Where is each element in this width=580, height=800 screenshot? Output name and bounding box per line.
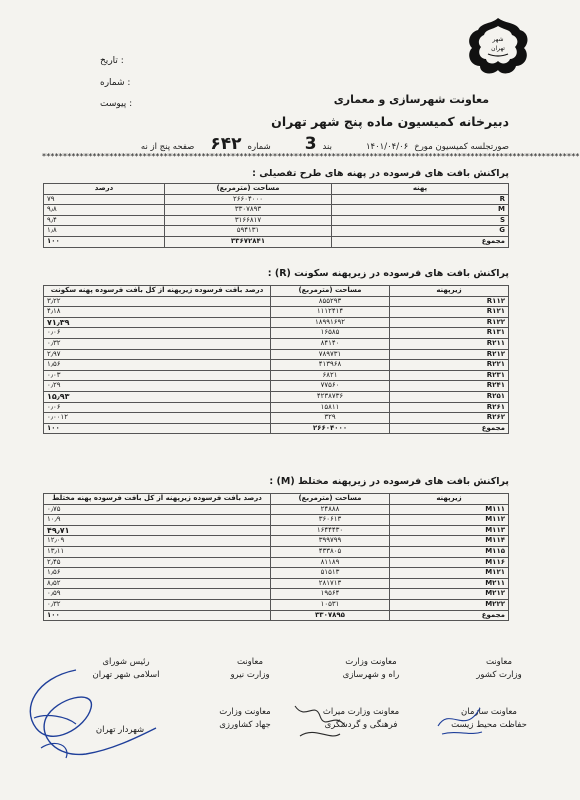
number-label-ref: شماره (247, 142, 271, 152)
table-row: M۱۲۱ ۵۱۵۱۳ ۱٫۵۶ (44, 568, 509, 579)
table1-title: پراکنش بافت های فرسوده در پهنه های طرح تفصیلی : (252, 168, 509, 179)
table-row: R۲۶۲ ۳۲۹ ۰٫۰۰۱۲ (44, 413, 509, 424)
tehran-municipality-logo (462, 14, 534, 80)
table-row: R۲۶۱ ۱۵۸۱۱ ۰٫۰۶ (44, 402, 509, 413)
signature-environment-org: معاونت سازمان حفاظت محیط زیست (451, 707, 527, 730)
table-row: R۱۳۱ ۱۶۵۸۵ ۰٫۰۶ (44, 328, 509, 339)
table-row: G ۵۹۴۱۳۱ ۱٫۸ (44, 226, 509, 237)
table-row: R۲۱۱ ۸۴۱۴۰ ۰٫۳۲ (44, 338, 509, 349)
table-row: M۲۱۱ ۲۸۱۷۱۳ ۸٫۵۲ (44, 578, 509, 589)
office-title: معاونت شهرسازی و معماری (333, 93, 489, 106)
table-row: M۲۲۲ ۱۰۵۳۱ ۰٫۳۲ (44, 599, 509, 610)
zone-table (43, 183, 509, 248)
date-label: تاریخ : (100, 56, 124, 66)
table-row: R۱۱۲ ۸۵۵۲۹۳ ۳٫۲۲ (44, 296, 509, 307)
table-row: M۱۱۱ ۲۴۸۸۸ ۰٫۷۵ (44, 504, 509, 515)
table-row: S ۳۱۶۶۸۱۷ ۹٫۴ (44, 215, 509, 226)
signature-city-council: رئیس شورای اسلامی شهر تهران (92, 657, 160, 680)
table-row: M۱۱۵ ۴۳۳۸۰۵ ۱۳٫۱۱ (44, 546, 509, 557)
table-row: R۲۳۱ ۶۸۲۱ ۰٫۰۳ (44, 370, 509, 381)
clause-label: بند (322, 142, 332, 152)
col-subzone: زیرپهنه (390, 494, 509, 505)
table2-title: پراکنش بافت های فرسوده در زیرپهنه سکونت (R) : (267, 268, 509, 279)
table-row: M۲۱۲ ۱۹۵۶۴ ۰٫۵۹ (44, 589, 509, 600)
signature-mayor: شهردار تهران (95, 725, 145, 735)
clause-value: 3 (304, 134, 317, 154)
number-label: شماره : (100, 78, 131, 88)
col-area: مساحت (مترمربع) (271, 494, 390, 505)
signature-energy-ministry: معاونت وزارت نیرو (230, 657, 270, 680)
total-row: مجموع ۳۳۰۷۸۹۵ ۱۰۰ (44, 610, 509, 621)
handwritten-signature-icon (290, 696, 350, 746)
signature-heritage-ministry: معاونت وزارت میراث فرهنگی و گردشگری (322, 707, 400, 730)
table-row: R۲۵۱ ۴۲۳۸۷۳۶ ۱۵٫۹۳ (44, 391, 509, 402)
minutes-date: ۱۴۰۱/۰۴/۰۶ (365, 142, 409, 152)
secretariat-title: دبیرخانه کمیسیون ماده پنج شهر تهران (271, 114, 509, 129)
handwritten-signature-icon (16, 658, 166, 768)
handwritten-signature-icon (430, 696, 490, 742)
star-divider: ******************************************************************************************************************************** (42, 152, 580, 161)
number-value: ۶۴۲ (210, 134, 242, 154)
mixed-subzone-table (43, 493, 509, 621)
table-row: R۲۲۱ ۴۱۳۹۶۸ ۱٫۵۶ (44, 360, 509, 371)
signature-interior-ministry: معاونت وزارت کشور (476, 657, 522, 680)
col-area: مساحت (مترمربع) (271, 286, 390, 297)
svg-text:ﺷﻬﺮ: ﺷﻬﺮ (492, 36, 504, 43)
col-zone: پهنه (332, 184, 509, 195)
table-row: M۱۱۴ ۳۹۹۷۹۹ ۱۲٫۰۹ (44, 536, 509, 547)
col-percent: درصد بافت فرسوده زیرپهنه از کل بافت فرسوده پهنه مختلط (44, 494, 271, 505)
col-area: مساحت (مترمربع) (165, 184, 332, 195)
col-percent: درصد (44, 184, 165, 195)
svg-text:ﺗﻬﺮان: ﺗﻬﺮان (491, 45, 505, 52)
table-row: M۱۱۳ ۱۶۴۴۴۳۰ ۴۹٫۷۱ (44, 525, 509, 536)
table-row: R۱۲۲ ۱۸۹۹۱۶۹۲ ۷۱٫۳۹ (44, 317, 509, 328)
residential-subzone-table (43, 285, 509, 434)
table-row: M ۳۳۰۷۸۹۳ ۹٫۸ (44, 205, 509, 216)
signature-agriculture-ministry: معاونت وزارت جهاد کشاورزی (219, 707, 271, 730)
signature-roads-ministry: معاونت وزارت راه و شهرسازی (342, 657, 400, 680)
table-row: R۱۲۱ ۱۱۱۲۴۱۴ ۴٫۱۸ (44, 307, 509, 318)
total-row: مجموع ۲۶۶۰۴۰۰۰ ۱۰۰ (44, 423, 509, 434)
table-row: R۲۱۲ ۷۸۹۷۳۱ ۲٫۹۷ (44, 349, 509, 360)
table3-title: پراکنش بافت های فرسوده در زیرپهنه مختلط (M) : (269, 476, 509, 487)
attachment-label: پیوست : (100, 99, 133, 109)
minutes-label: صورتجلسه کمیسیون مورخ (414, 142, 509, 152)
table-row: R ۲۶۶۰۴۰۰۰ ۷۹ (44, 194, 509, 205)
col-percent: درصد بافت فرسوده زیرپهنه از کل بافت فرسوده پهنه سکونت (44, 286, 271, 297)
table-row: M۱۱۲ ۳۶۰۶۱۳ ۱۰٫۹ (44, 515, 509, 526)
table-row: R۲۴۱ ۷۷۵۶۰ ۰٫۲۹ (44, 381, 509, 392)
table-row: M۱۱۶ ۸۱۱۸۹ ۲٫۴۵ (44, 557, 509, 568)
page-label: صفحه پنج از نه (140, 142, 195, 152)
total-row: مجموع ۳۳۶۷۲۸۴۱ ۱۰۰ (44, 236, 509, 247)
col-subzone: زیرپهنه (390, 286, 509, 297)
